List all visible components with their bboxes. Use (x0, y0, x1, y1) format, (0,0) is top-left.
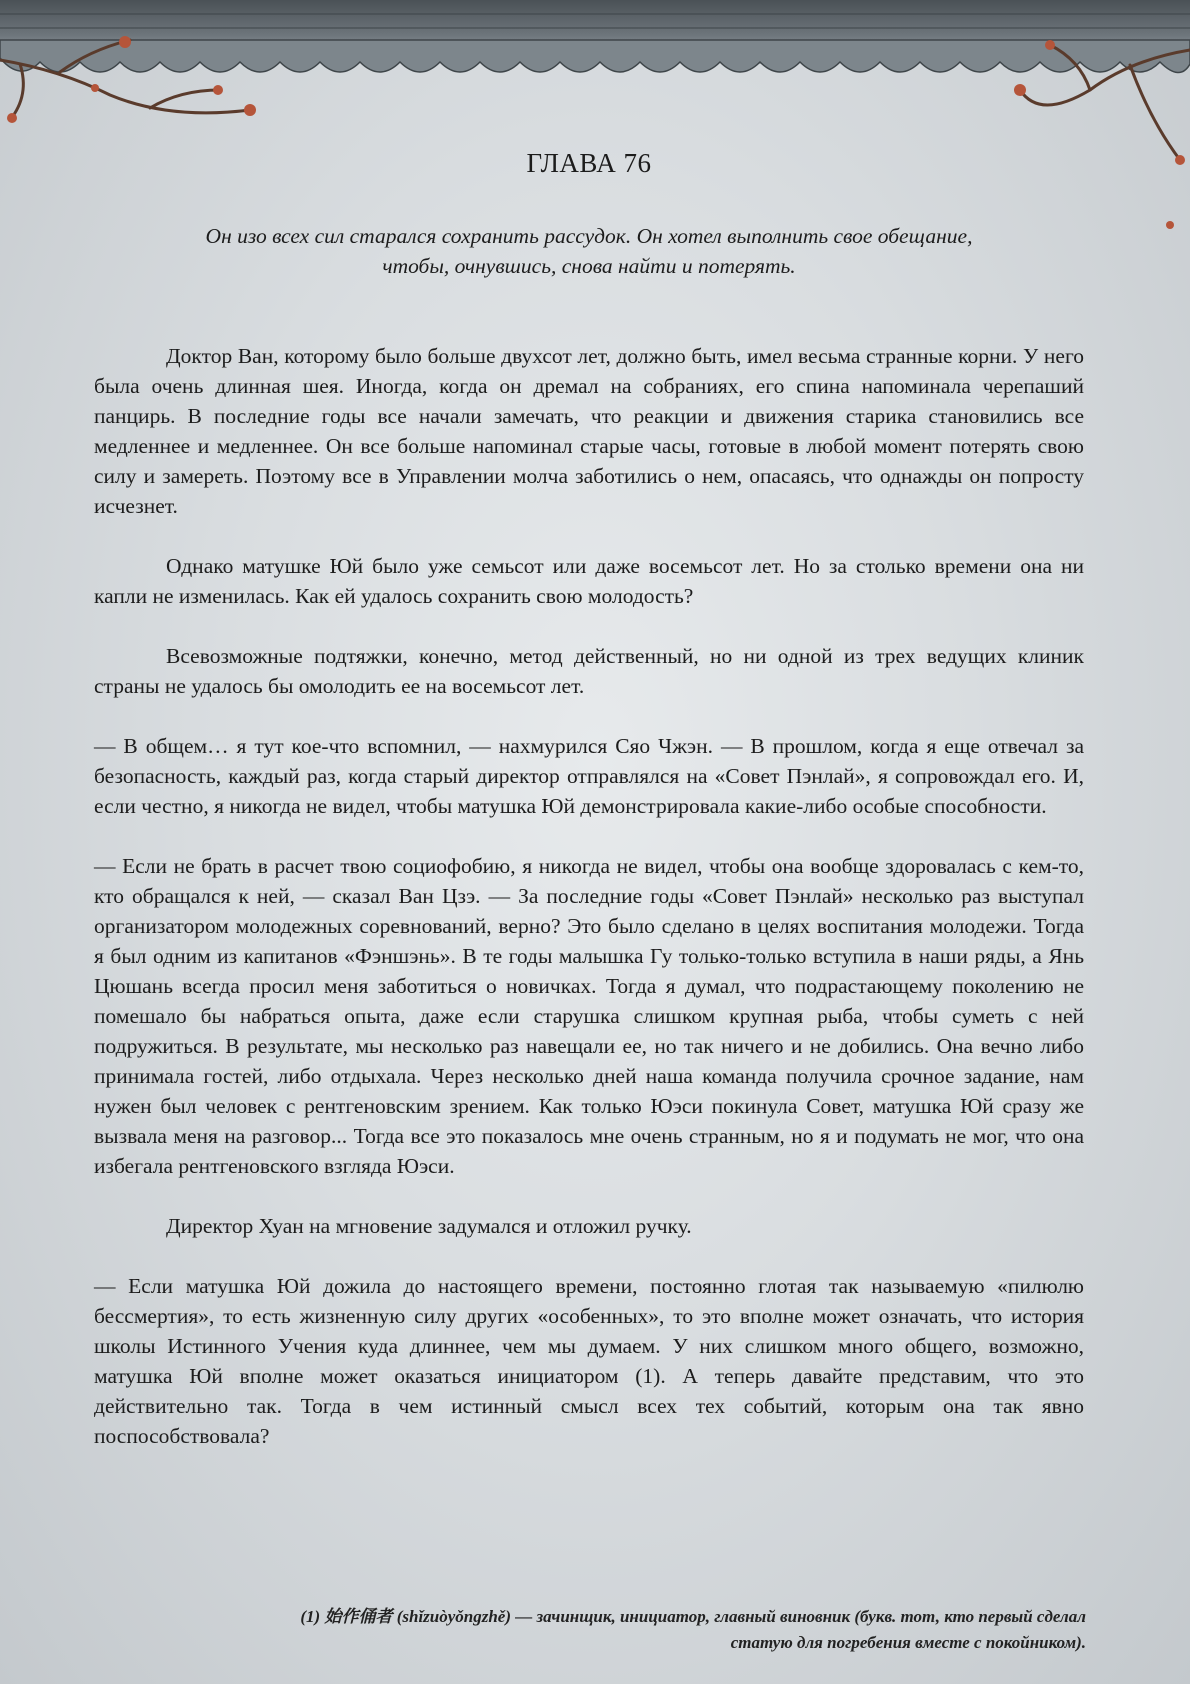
footnote-line: (1) 始作俑者 (shǐzuòyǒngzhě) — зачинщик, инициатор, главный виновник (букв. тот, кто первый сделал (300, 1607, 1086, 1626)
chapter-title: ГЛАВА 76 (526, 148, 652, 178)
paragraph: — В общем… я тут кое-что вспомнил, — нахмурился Сяо Чжэн. — В прошлом, когда я еще отвечал за безопасность, каждый раз, когда старый директор отправлялся на «Совет Пэнлай», я сопровождал его. И, если честно, я никогда не видел, чтобы матушка Юй демонстрировала какие-либо особые способности. (94, 734, 1084, 818)
epigraph-line: Он изо всех сил старался сохранить рассудок. Он хотел выполнить свое обещание, (205, 224, 973, 248)
paragraph: — Если не брать в расчет твою социофобию, я никогда не видел, чтобы она вообще здоровалась с кем-то, кто обращался к ней, — сказал Ван Цзэ. — За последние годы «Совет Пэнлай» несколько раз выступал организатором молодежных соревнований, верно? Это было сделано в целях воспитания молодежи. Тогда я был одним из капитанов «Фэншэнь». В те годы малышка Гу только-только вступила в наши ряды, а Янь Цюшань всегда просил меня заботиться о новичках. Тогда я думал, что подрастающему поколению не помешало бы набраться опыта, даже если старушка слишком крупная рыба, чтобы суметь с ней подружиться. В результате, мы несколько раз навещали ее, но так ничего и не добились. Она вечно либо принимала гостей, либо отдыхала. Через несколько дней наша команда получила срочное задание, нам нужен был человек с рентгеновским зрением. Как только Юэси покинула Совет, матушка Юй сразу же вызвала меня на разговор... Тогда все это показалось мне очень странным, но я и подумать не мог, что она избегала рентгеновского взгляда Юэси. (94, 854, 1084, 1178)
footnote (140, 1604, 1086, 1656)
paragraph: Директор Хуан на мгновение задумался и отложил ручку. (166, 1214, 692, 1238)
chapter-body (94, 341, 1084, 1451)
paragraph: Доктор Ван, которому было больше двухсот лет, должно быть, имел весьма странные корни. У него была очень длинная шея. Иногда, когда он дремал на собраниях, его спина напоминала черепаший панцирь. В последние годы все начали замечать, что реакции и движения старика становились все медленнее и медленнее. Он все больше напоминал старые часы, готовые в любой момент потерять свою силу и замереть. Поэтому все в Управлении молча заботились о нем, опасаясь, что однажды он попросту исчезнет. (94, 344, 1084, 518)
paragraph: Однако матушке Юй было уже семьсот или даже восемьсот лет. Но за столько времени она ни капли не изменилась. Как ей удалось сохранить свою молодость? (94, 554, 1084, 608)
branch-left-decoration (0, 0, 330, 140)
chapter-page (94, 140, 1084, 1481)
epigraph-line: чтобы, очнувшись, снова найти и потерять. (382, 254, 796, 278)
paragraph: — Если матушка Юй дожила до настоящего времени, постоянно глотая так называемую «пилюлю бессмертия», то есть жизненную силу других «особенных», то это вполне может означать, что история школы Истинного Учения куда длиннее, чем мы думаем. У них слишком много общего, возможно, матушка Юй вполне может оказаться инициатором (1). А теперь давайте представим, что это действительно так. Тогда в чем истинный смысл всех тех событий, которым она так явно поспособствовала? (94, 1274, 1084, 1448)
footnote-line: статую для погребения вместе с покойником). (730, 1633, 1086, 1652)
paragraph: Всевозможные подтяжки, конечно, метод действенный, но ни одной из трех ведущих клиник страны не удалось бы омолодить ее на восемьсот лет. (94, 644, 1084, 698)
epigraph (94, 221, 1084, 281)
